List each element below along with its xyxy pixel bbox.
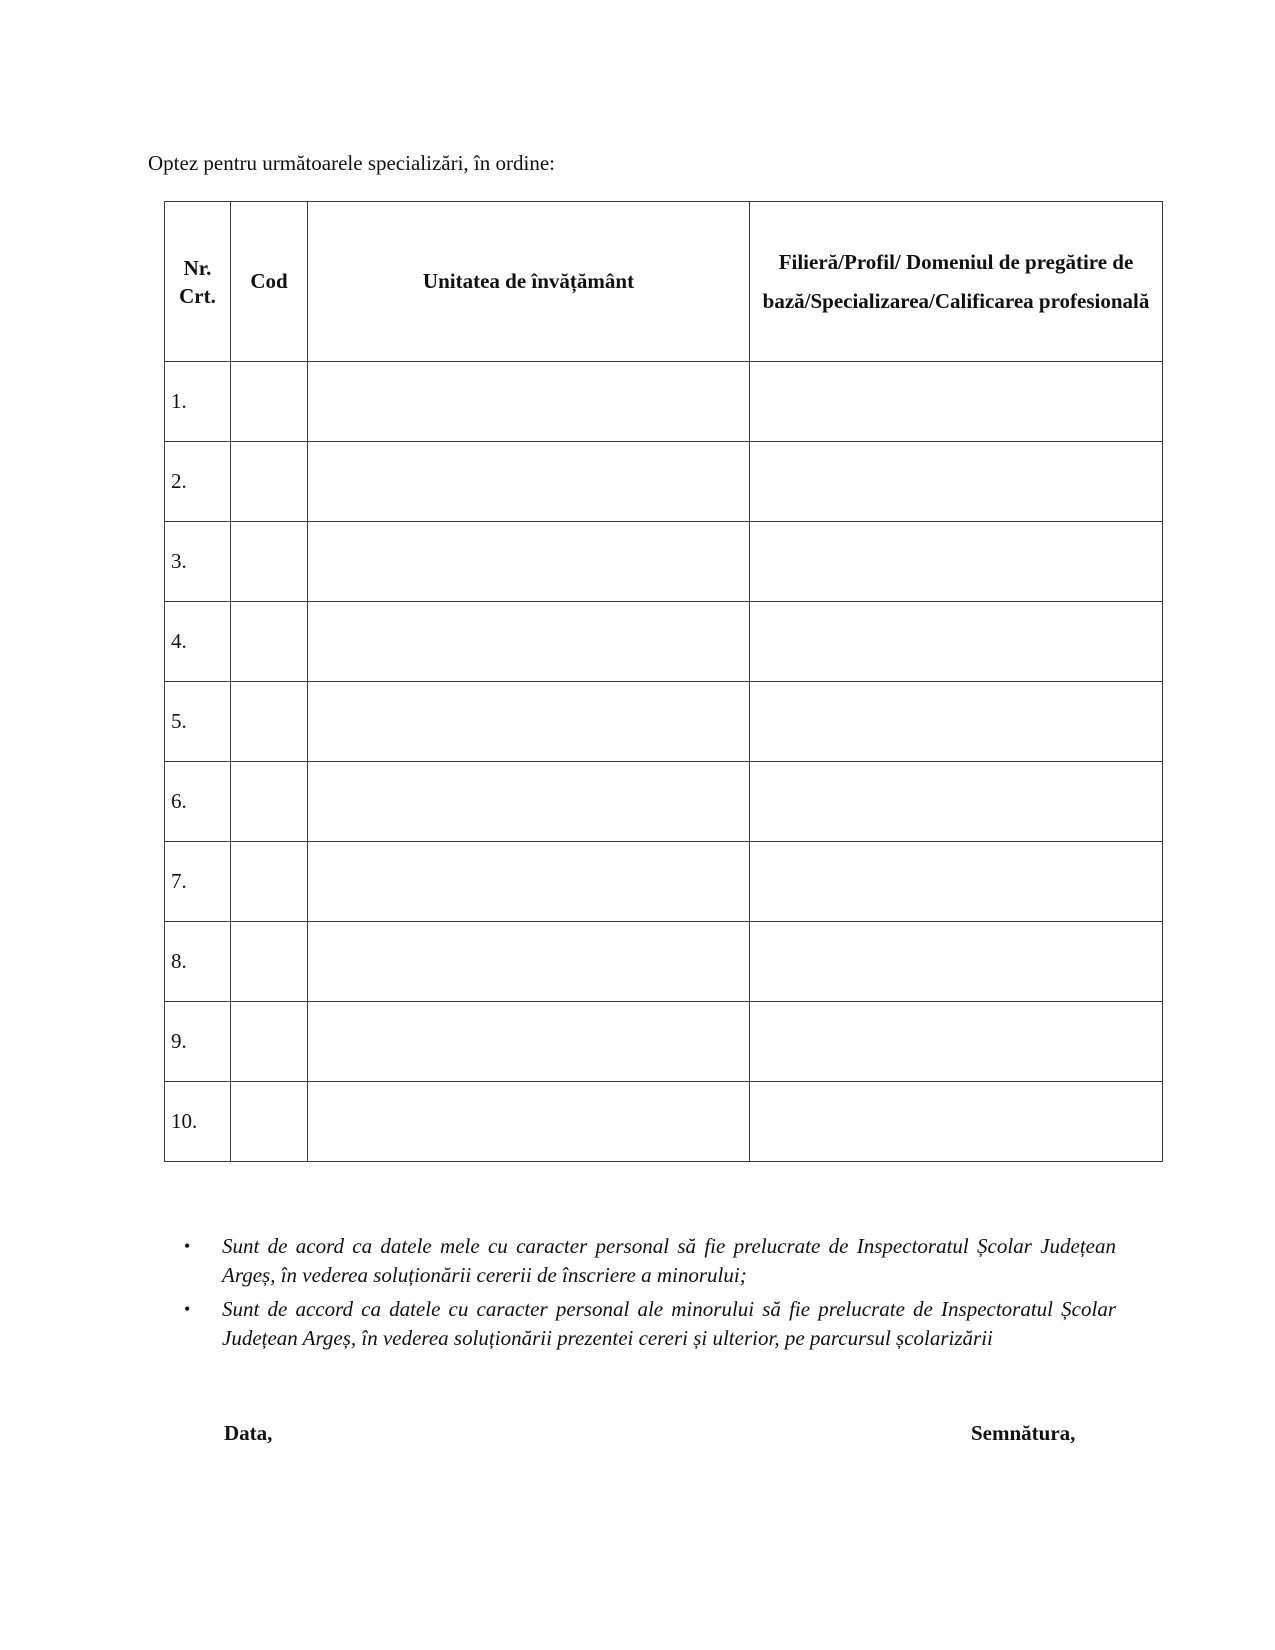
filiera-cell[interactable] [750, 922, 1163, 1002]
table-row [165, 1082, 1163, 1162]
row-number: 8. [165, 922, 231, 1002]
cod-cell[interactable] [231, 442, 308, 522]
table-row [165, 602, 1163, 682]
row-number: 5. [165, 682, 231, 762]
table-row [165, 1002, 1163, 1082]
cod-cell[interactable] [231, 842, 308, 922]
table-row [165, 682, 1163, 762]
consent-text-minor-data: Sunt de accord ca datele cu caracter personal ale minorului să fie prelucrate de Inspectoratul Școlar Județean Argeș, în vederea soluționării prezentei cereri și ulterior, pe parcursul școlarizării [222, 1297, 1116, 1350]
filiera-cell[interactable] [750, 1002, 1163, 1082]
cod-cell[interactable] [231, 682, 308, 762]
unitate-cell[interactable] [308, 1082, 750, 1162]
consent-text-personal-data: Sunt de acord ca datele mele cu caracter personal să fie prelucrate de Inspectoratul Școlar Județean Argeș, în vederea soluționării cererii de înscriere a minorului; [222, 1234, 1116, 1287]
row-number: 9. [165, 1002, 231, 1082]
consent-item [180, 1295, 1116, 1353]
filiera-cell[interactable] [750, 762, 1163, 842]
row-number: 10. [165, 1082, 231, 1162]
cod-cell[interactable] [231, 762, 308, 842]
cod-cell[interactable] [231, 602, 308, 682]
bullet-icon: • [184, 1299, 191, 1319]
row-number: 7. [165, 842, 231, 922]
intro-text: Optez pentru următoarele specializări, în ordine: [148, 151, 555, 175]
table-row [165, 762, 1163, 842]
consent-list [180, 1232, 1116, 1358]
header-filiera: Filieră/Profil/ Domeniul de pregătire de bază/Specializarea/Calificarea profesională [750, 202, 1163, 362]
table-row [165, 442, 1163, 522]
table-row [165, 362, 1163, 442]
filiera-cell[interactable] [750, 1082, 1163, 1162]
unitate-cell[interactable] [308, 362, 750, 442]
unitate-cell[interactable] [308, 922, 750, 1002]
row-number: 4. [165, 602, 231, 682]
cod-cell[interactable] [231, 362, 308, 442]
unitate-cell[interactable] [308, 762, 750, 842]
header-nr-crt [165, 202, 231, 362]
header-nr-line1: Nr. [183, 255, 212, 280]
unitate-cell[interactable] [308, 682, 750, 762]
row-number: 6. [165, 762, 231, 842]
signature-label: Semnătura, [971, 1421, 1076, 1445]
unitate-cell[interactable] [308, 842, 750, 922]
filiera-cell[interactable] [750, 362, 1163, 442]
table-header-row [165, 202, 1163, 362]
filiera-cell[interactable] [750, 602, 1163, 682]
date-label: Data, [224, 1421, 273, 1445]
header-cod: Cod [231, 202, 308, 362]
cod-cell[interactable] [231, 522, 308, 602]
filiera-cell[interactable] [750, 682, 1163, 762]
row-number: 2. [165, 442, 231, 522]
consent-item [180, 1232, 1116, 1290]
row-number: 1. [165, 362, 231, 442]
unitate-cell[interactable] [308, 442, 750, 522]
header-nr-line2: Crt. [179, 283, 216, 308]
unitate-cell[interactable] [308, 522, 750, 602]
unitate-cell[interactable] [308, 1002, 750, 1082]
table-row [165, 522, 1163, 602]
filiera-cell[interactable] [750, 522, 1163, 602]
cod-cell[interactable] [231, 1002, 308, 1082]
filiera-cell[interactable] [750, 442, 1163, 522]
filiera-cell[interactable] [750, 842, 1163, 922]
header-unitate: Unitatea de învățământ [308, 202, 750, 362]
cod-cell[interactable] [231, 922, 308, 1002]
unitate-cell[interactable] [308, 602, 750, 682]
cod-cell[interactable] [231, 1082, 308, 1162]
bullet-icon: • [184, 1236, 191, 1256]
table-row [165, 922, 1163, 1002]
specializations-table [164, 201, 1163, 1162]
row-number: 3. [165, 522, 231, 602]
table-row [165, 842, 1163, 922]
